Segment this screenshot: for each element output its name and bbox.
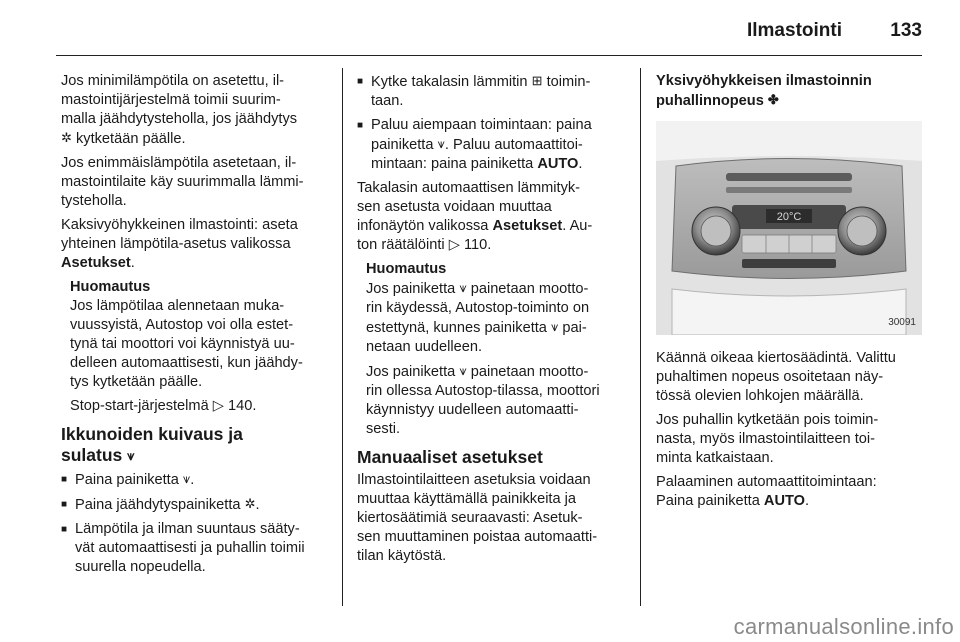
panel-display-text: 20°C — [776, 211, 802, 223]
text-line: sesti. — [366, 421, 401, 437]
heading-line: puhallinnopeus — [656, 93, 764, 109]
note-title: Huomautus — [366, 261, 447, 277]
rear-window-heater-icon: ⊞ — [531, 73, 543, 88]
paragraph-return-auto — [656, 473, 928, 511]
page-title: Ilmastointi — [746, 20, 842, 41]
climate-panel-photo — [656, 121, 922, 335]
heading-line: Yksivyöhykkeisen ilmastoinnin — [656, 73, 872, 89]
defrost-icon: ⩛ — [182, 471, 191, 486]
defrost-icon: ⩛ — [127, 448, 135, 463]
defrost-steps-list — [61, 470, 331, 577]
column-middle — [357, 72, 629, 571]
text-line: Paina painiketta — [75, 472, 179, 488]
heading-line: sulatus — [61, 445, 123, 465]
text-line: käynnistyy uudelleen automaatti- — [366, 402, 579, 418]
menu-name: Asetukset — [61, 255, 131, 271]
column-divider — [342, 68, 343, 606]
text-line: . Au- — [562, 218, 593, 234]
text-line: tynä tai moottori voi käynnistyä uu- — [70, 336, 295, 352]
note-body — [70, 297, 331, 392]
text-line: painetaan mootto- — [470, 364, 589, 380]
text-line: ■ Lämpötila ja ilman suuntaus sääty- — [75, 521, 300, 537]
paragraph-manual — [357, 471, 629, 566]
snowflake-icon: ✲ — [244, 496, 256, 511]
note-reference — [70, 397, 331, 416]
list-item — [357, 72, 629, 111]
text-line: Takalasin automaattisen lämmityk- — [357, 180, 581, 196]
text-line: mastointijärjestelmä toimii suurim- — [61, 92, 281, 108]
note-title: Huomautus — [70, 279, 151, 295]
menu-name: Asetukset — [492, 218, 563, 234]
note-paragraph — [366, 362, 629, 439]
text-line: Jos puhallin kytketään pois toimin- — [656, 412, 879, 428]
heading-line: Ikkunoiden kuivaus ja — [61, 424, 243, 444]
text-line: tys kytketään päälle. — [70, 374, 203, 390]
text-line: pai- — [562, 320, 587, 336]
column-right — [656, 72, 928, 516]
text-line: toimin- — [546, 74, 591, 90]
section-heading-manual: Manuaaliset asetukset — [357, 447, 543, 467]
text-line: mastointilaite käy suurimmalla lämmi- — [61, 174, 304, 190]
text-line: netaan uudelleen. — [366, 339, 483, 355]
text-line: vät automaattisesti ja puhallin toimii — [75, 540, 305, 556]
text-line: muuttaa käyttämällä painikkeita ja — [357, 491, 577, 507]
defrost-icon: ⩛ — [459, 280, 467, 295]
page-header — [0, 0, 960, 56]
page-reference-arrow-icon: ▷ — [212, 398, 224, 414]
list-item — [61, 495, 331, 515]
button-name: AUTO — [763, 493, 806, 509]
note-box — [61, 278, 331, 416]
text-line: . — [190, 472, 195, 488]
text-line: kytketään päälle. — [75, 131, 186, 147]
text-line: malla jäähdytysteholla, jos jäähdytys — [61, 111, 298, 127]
text-line: kiertosäätimiä seuraavasti: Asetuk- — [357, 510, 583, 526]
defrost-icon: ⩛ — [550, 319, 559, 334]
paragraph-fan-knob — [656, 349, 928, 406]
text-line: taan. — [371, 93, 404, 109]
text-line: Kytke takalasin lämmitin — [371, 74, 528, 90]
text-line: tilan käytöstä. — [357, 548, 447, 564]
text-line: infonäytön valikossa — [357, 218, 489, 234]
section-heading-fan — [656, 72, 928, 111]
text-line: mintaan: paina painiketta — [371, 156, 534, 172]
paragraph-min-temp — [61, 72, 331, 149]
text-line: vuussyistä, Autostop voi olla estet- — [70, 317, 294, 333]
text-line: painiketta — [371, 137, 434, 153]
text-line: . — [255, 497, 260, 513]
column-left — [61, 72, 331, 582]
page-number: 133 — [890, 20, 922, 41]
text-line: minta katkaistaan. — [656, 450, 774, 466]
page-reference-arrow-icon: ▷ — [448, 237, 460, 253]
figure-code: 30091 — [888, 317, 916, 328]
text-line: Käännä oikeaa kiertosäädintä. Valittu — [656, 350, 896, 366]
paragraph-rear-auto — [357, 179, 629, 255]
text-line: Ilmastointilaitteen asetuksia voidaan — [357, 472, 591, 488]
text-line: . — [130, 255, 135, 271]
text-line: yhteinen lämpötila-asetus valikossa — [61, 236, 291, 252]
defrost-icon: ⩛ — [437, 136, 445, 151]
text-line: delleen automaattisesti, kun jäähdy- — [70, 355, 303, 371]
watermark-link[interactable]: carmanualsonline.info — [733, 614, 954, 639]
text-line: Jos enimmäislämpötila asetetaan, il- — [61, 155, 297, 171]
defrost-icon: ⩛ — [459, 363, 467, 378]
text-line: tössä olevien lohkojen määrällä. — [656, 388, 864, 404]
text-line: suurella nopeudella. — [75, 559, 206, 575]
reference-page: 110. — [463, 237, 492, 253]
text-line: nasta, myös ilmastointilaitteen toi- — [656, 431, 875, 447]
section-heading-defrost — [61, 424, 331, 467]
text-line: Jos painiketta — [366, 281, 456, 297]
text-line: . Paluu automaattitoi- — [444, 137, 583, 153]
list-item — [61, 470, 331, 490]
paragraph-dual-zone — [61, 216, 331, 273]
text-line: puhaltimen nopeus osoitetaan näy- — [656, 369, 884, 385]
reference-text: ton räätälöinti — [357, 237, 445, 253]
text-line: Palaaminen automaattitoimintaan: — [656, 474, 877, 490]
text-line: ■ Paluu aiempaan toimintaan: paina — [371, 117, 592, 133]
reference-page: 140. — [228, 398, 257, 414]
paragraph-max-temp — [61, 154, 331, 211]
text-line: estettynä, kunnes painiketta — [366, 320, 547, 336]
text-line: . — [805, 493, 810, 509]
fan-icon: ✤ — [767, 92, 779, 107]
text-line: . — [578, 156, 583, 172]
reference-text: Stop-start-järjestelmä — [70, 398, 209, 414]
text-line: Paina painiketta — [656, 493, 760, 509]
column-divider — [640, 68, 641, 606]
text-line: rin ollessa Autostop-tilassa, moottori — [366, 383, 600, 399]
rear-window-list — [357, 72, 629, 174]
list-item — [357, 116, 629, 174]
text-line: Jos lämpötilaa alennetaan muka- — [70, 298, 285, 314]
text-line: sen muuttaminen poistaa automaatti- — [357, 529, 598, 545]
list-item — [61, 520, 331, 577]
text-line: tysteholla. — [61, 193, 127, 209]
text-line: Kaksivyöhykkeinen ilmastointi: aseta — [61, 217, 298, 233]
text-line: Paina jäähdytyspainiketta — [75, 497, 241, 513]
note-paragraph — [366, 279, 629, 357]
climate-panel-illustration — [656, 121, 922, 335]
text-line: rin käydessä, Autostop-toiminto on — [366, 300, 590, 316]
button-name: AUTO — [537, 156, 579, 172]
snowflake-icon: ✲ — [61, 130, 72, 145]
text-line: painetaan mootto- — [470, 281, 589, 297]
paragraph-fan-off — [656, 411, 928, 468]
header-divider — [56, 55, 922, 56]
note-box — [357, 260, 629, 439]
text-line: Jos painiketta — [366, 364, 456, 380]
text-line: Jos minimilämpötila on asetettu, il- — [61, 73, 285, 89]
text-line: sen asetusta voidaan muuttaa — [357, 199, 552, 215]
